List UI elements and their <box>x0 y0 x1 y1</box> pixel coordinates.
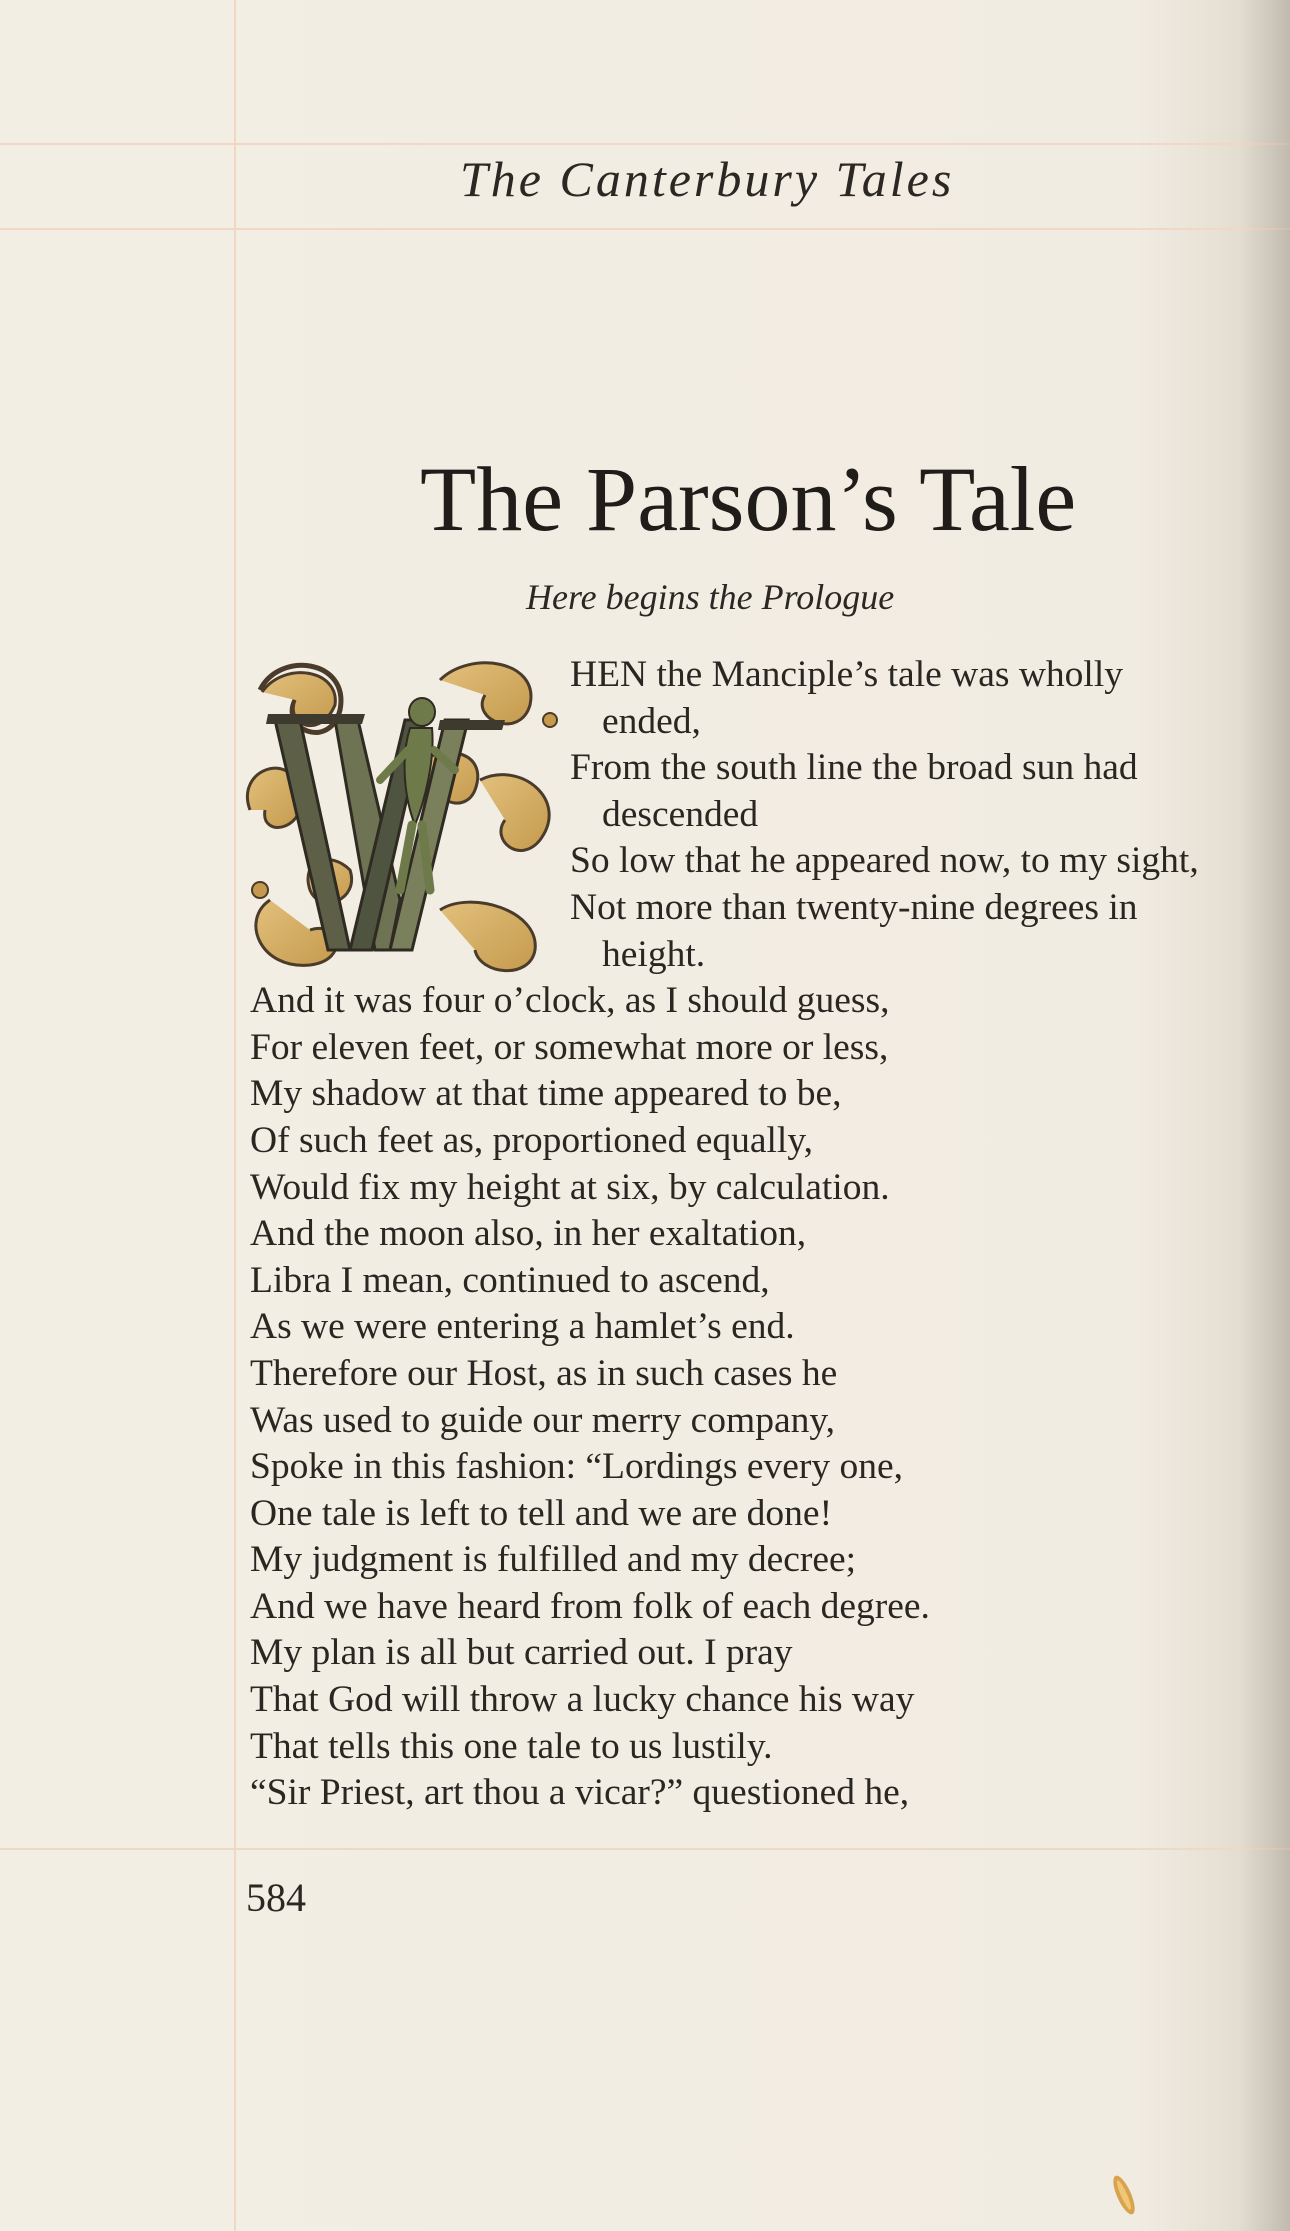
verse-line: Of such feet as, proportioned equally, <box>250 1119 814 1161</box>
verse-line: Spoke in this fashion: “Lordings every one, <box>250 1446 904 1488</box>
verse-line: And the moon also, in her exaltation, <box>250 1213 807 1255</box>
paper-fleck-icon <box>1106 2170 1141 2219</box>
verse-line: For eleven feet, or somewhat more or less, <box>250 1026 889 1068</box>
verse-line: Would fix my height at six, by calculation. <box>250 1166 890 1208</box>
verse-line: ended, <box>602 700 701 742</box>
verse-line: “Sir Priest, art thou a vicar?” questioned he, <box>250 1772 910 1814</box>
verse-line: Not more than twenty-nine degrees in <box>570 886 1138 928</box>
verse-line: That God will throw a lucky chance his way <box>250 1679 915 1721</box>
margin-guide-top <box>0 143 1290 145</box>
verse-line: My shadow at that time appeared to be, <box>250 1073 842 1115</box>
verse-line: And it was four o’clock, as I should guess, <box>250 980 890 1022</box>
verse-line: That tells this one tale to us lustily. <box>250 1725 773 1767</box>
verse-line: My judgment is fulfilled and my decree; <box>250 1539 857 1581</box>
page-number: 584 <box>246 1875 306 1920</box>
margin-guide-bottom <box>0 1848 1290 1850</box>
margin-guide-left <box>234 0 236 2231</box>
verse-line: Was used to guide our merry company, <box>250 1399 836 1441</box>
verse-line: As we were entering a hamlet’s end. <box>250 1306 795 1348</box>
verse-line: Therefore our Host, as in such cases he <box>250 1352 838 1394</box>
running-head: The Canterbury Tales <box>460 151 955 207</box>
margin-guide-head <box>0 228 1290 230</box>
verse-line: My plan is all but carried out. I pray <box>250 1632 793 1674</box>
verse-line: HEN the Manciple’s tale was wholly <box>570 654 1123 695</box>
gutter-shadow <box>1240 0 1290 2231</box>
verse-line: So low that he appeared now, to my sight, <box>570 840 1199 882</box>
verse-block <box>250 652 1230 1817</box>
verse-line: height. <box>602 933 706 975</box>
verse-line: From the south line the broad sun had <box>570 747 1138 789</box>
chapter-subtitle: Here begins the Prologue <box>526 577 895 617</box>
verse-line: One tale is left to tell and we are done! <box>250 1492 833 1534</box>
verse-line: Libra I mean, continued to ascend, <box>250 1259 770 1301</box>
verse-line: And we have heard from folk of each degree. <box>250 1585 930 1627</box>
verse-line: descended <box>602 793 759 835</box>
chapter-title: The Parson’s Tale <box>420 448 1077 550</box>
